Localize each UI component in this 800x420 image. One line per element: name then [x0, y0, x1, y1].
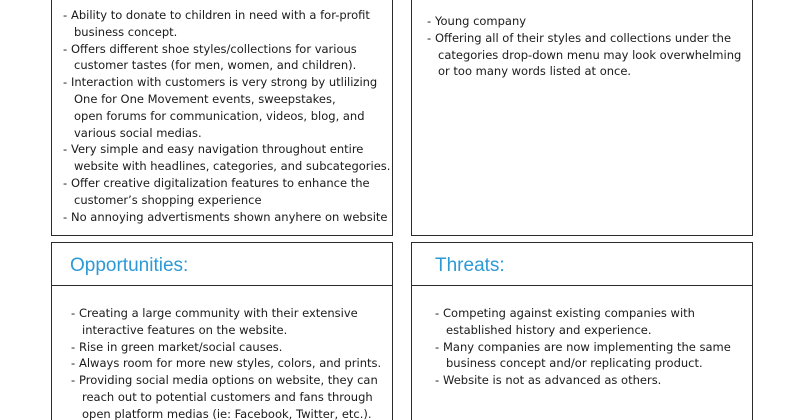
list-item-line: Ability to donate to children in need with a for-profit: [71, 8, 370, 22]
list-item-line: One for One Movement events, sweepstakes,: [74, 91, 336, 106]
list-item-line: Rise in green market/social causes.: [79, 339, 283, 354]
list-item: [71, 339, 391, 356]
list-item-line: Always room for more new styles, colors, and prints.: [79, 356, 382, 371]
bullet-dash: -: [71, 339, 76, 354]
weaknesses-list: [427, 13, 751, 80]
list-item: [63, 74, 391, 141]
bullet-dash: -: [63, 75, 68, 90]
list-item-line: Young company: [435, 14, 527, 28]
list-item-line: Very simple and easy navigation throughout entire: [71, 142, 364, 157]
opportunities-header: [52, 243, 392, 286]
list-item-line: interactive features on the website.: [82, 322, 288, 337]
list-item-line: No annoying advertisments shown anyhere on website: [71, 209, 388, 224]
list-item-line: established history and experience.: [446, 322, 652, 337]
strengths-list: [63, 7, 391, 225]
list-item-line: Competing against existing companies with: [443, 306, 695, 320]
list-item: [63, 141, 391, 175]
list-item-line: Offering all of their styles and collections under the: [435, 30, 732, 45]
list-item-line: website with headlines, categories, and subcategories.: [74, 159, 391, 174]
weaknesses-box: [411, 0, 753, 236]
list-item: [435, 305, 751, 339]
bullet-dash: -: [435, 339, 440, 354]
threats-title: Threats:: [435, 255, 505, 276]
list-item: [71, 305, 391, 339]
bullet-dash: -: [63, 41, 68, 56]
threats-header: [412, 243, 752, 286]
bullet-dash: -: [435, 306, 440, 320]
bullet-dash: -: [427, 14, 432, 28]
bullet-dash: -: [63, 175, 68, 190]
list-item-line: categories drop-down menu may look overwhelming: [438, 47, 742, 62]
list-item: [63, 41, 391, 75]
list-item-line: Website is not as advanced as others.: [443, 373, 662, 388]
list-item-line: or too many words listed at once.: [438, 64, 632, 79]
bullet-dash: -: [63, 8, 68, 22]
list-item-line: customer tastes (for men, women, and children).: [74, 58, 357, 73]
strengths-box: [51, 0, 393, 236]
list-item: [63, 7, 391, 41]
bullet-dash: -: [63, 142, 68, 157]
list-item-line: customer’s shopping experience: [74, 192, 262, 207]
list-item: [63, 175, 391, 209]
bullet-dash: -: [71, 373, 76, 388]
list-item: [63, 209, 391, 226]
bullet-dash: -: [63, 209, 68, 224]
list-item-line: business concept.: [74, 24, 178, 39]
list-item: [435, 372, 751, 389]
bullet-dash: -: [435, 373, 440, 388]
list-item-line: Interaction with customers is very strong by utlilizing: [71, 75, 378, 90]
bullet-dash: -: [427, 30, 432, 45]
list-item: [71, 372, 391, 420]
list-item-line: Offers different shoe styles/collections for various: [71, 41, 357, 56]
threats-list: [435, 305, 751, 389]
list-item: [71, 355, 391, 372]
opportunities-list: [71, 305, 391, 420]
list-item-line: various social medias.: [74, 125, 202, 140]
list-item-line: Creating a large community with their extensive: [79, 306, 358, 320]
list-item-line: business concept and/or replicating product.: [446, 356, 703, 371]
list-item-line: Offer creative digitalization features to enhance the: [71, 175, 370, 190]
bullet-dash: -: [71, 356, 76, 371]
opportunities-title: Opportunities:: [70, 255, 189, 276]
list-item: [427, 30, 751, 80]
list-item-line: Providing social media options on website, they can: [79, 373, 378, 388]
list-item: [427, 13, 751, 30]
list-item-line: open forums for communication, videos, blog, and: [74, 108, 365, 123]
list-item-line: open platform medias (ie: Facebook, Twitter, etc.).: [82, 406, 372, 420]
list-item: [435, 339, 751, 373]
opportunities-box: [51, 242, 393, 420]
bullet-dash: -: [71, 306, 76, 320]
list-item-line: reach out to potential customers and fans through: [82, 389, 373, 404]
list-item-line: Many companies are now implementing the same: [443, 339, 731, 354]
threats-box: [411, 242, 753, 420]
